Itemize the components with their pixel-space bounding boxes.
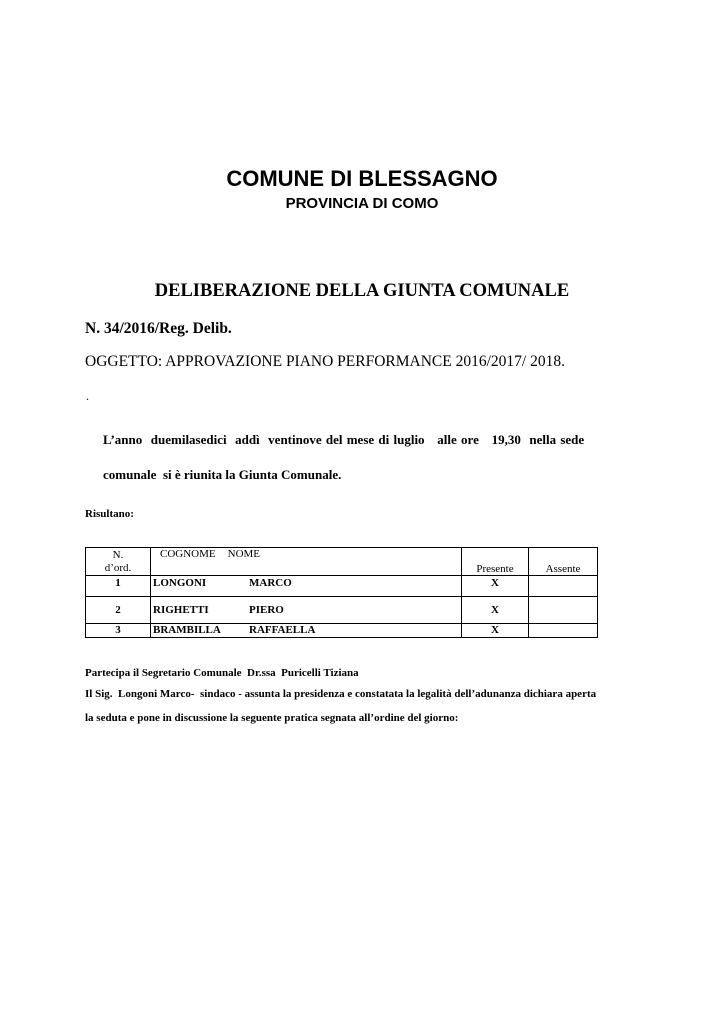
document-heading: DELIBERAZIONE DELLA GIUNTA COMUNALE (154, 281, 570, 301)
results-label: Risultano: (85, 508, 134, 520)
subject-line: OGGETTO: APPROVAZIONE PIANO PERFORMANCE 2016/2017/ 2018. (85, 353, 565, 370)
row-absent-mark (529, 624, 598, 638)
header-name: NOME (227, 548, 261, 560)
table-row (86, 576, 598, 597)
row-absent-mark (529, 576, 598, 597)
row-number: 1 (86, 576, 151, 597)
chair-line-2: la seduta e pone in discussione la seguente pratica segnata all’ordine del giorno: (85, 712, 459, 724)
chair-line-1: Il Sig. Longoni Marco- sindaco - assunta la presidenza e constatata la legalità dell’adunanza dichiara aperta (85, 688, 597, 700)
header-absent: Assente (529, 548, 598, 576)
header-number-line2: d’ord. (104, 562, 132, 574)
row-absent-mark (529, 597, 598, 624)
province-subtitle: PROVINCIA DI COMO (285, 195, 439, 212)
header-number (86, 548, 151, 576)
row-surname: LONGONI (153, 577, 207, 589)
row-name: MARCO (249, 577, 292, 589)
row-surname: BRAMBILLA (153, 624, 221, 636)
registration-number: N. 34/2016/Reg. Delib. (85, 320, 232, 337)
separator-dot: . (86, 389, 89, 403)
row-person (151, 597, 462, 624)
table-header-row (86, 548, 598, 576)
municipality-title: COMUNE DI BLESSAGNO (226, 166, 498, 191)
intro-line-2: comunale si è riunita la Giunta Comunale. (103, 467, 342, 482)
header-number-line1: N. (112, 549, 124, 561)
row-present-mark: X (462, 576, 529, 597)
secretary-line: Partecipa il Segretario Comunale Dr.ssa Puricelli Tiziana (85, 667, 359, 679)
row-person (151, 624, 462, 638)
header-present: Presente (462, 548, 529, 576)
row-surname: RIGHETTI (153, 604, 209, 616)
header-surname-name (151, 548, 462, 576)
intro-line-1: L’anno duemilasedici addì ventinove del mese di luglio alle ore 19,30 nella sede (103, 432, 585, 447)
row-name: PIERO (249, 604, 284, 616)
attendance-table (85, 547, 598, 638)
row-present-mark: X (462, 624, 529, 638)
row-name: RAFFAELLA (249, 624, 316, 636)
header-surname: COGNOME (160, 548, 216, 560)
row-number: 2 (86, 597, 151, 624)
row-present-mark: X (462, 597, 529, 624)
row-person (151, 576, 462, 597)
row-number: 3 (86, 624, 151, 638)
table-row (86, 597, 598, 624)
table-row (86, 624, 598, 638)
